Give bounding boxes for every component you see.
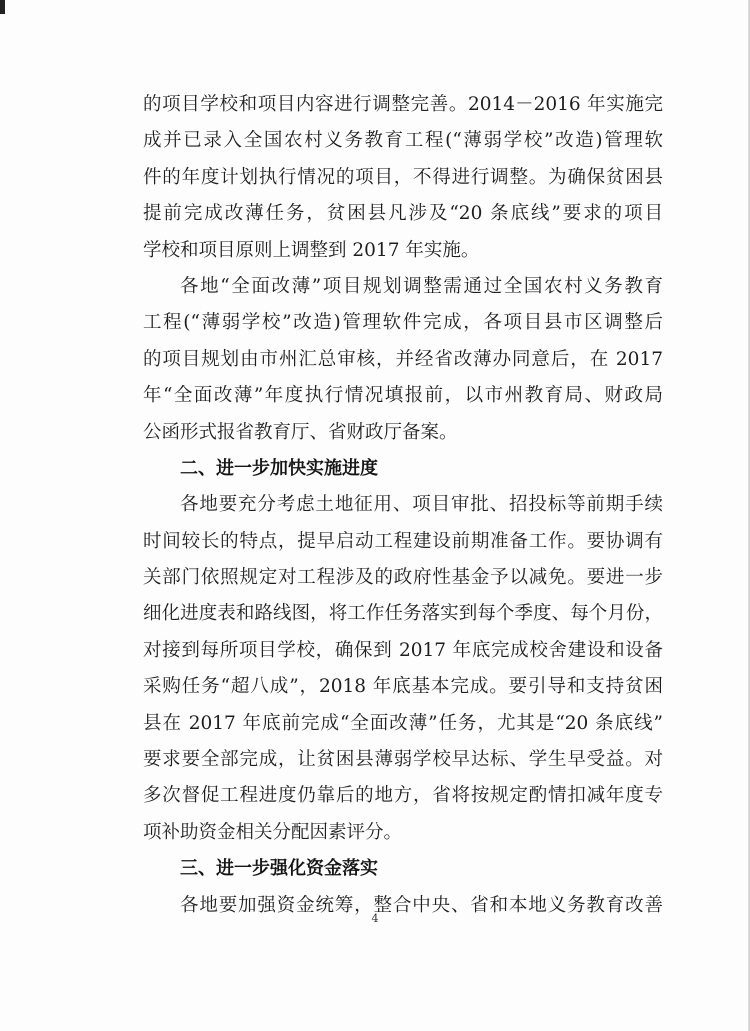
text-line: 细化进度表和路线图，将工作任务落实到每个季度、每个月份， xyxy=(143,603,663,625)
text-line: 各地要加强资金统筹，整合中央、省和本地义务教育改善 xyxy=(180,894,663,916)
text-line: 提前完成改薄任务，贫困县凡涉及“20 条底线”要求的项目 xyxy=(143,203,663,225)
text-line: 的项目规划由市州汇总审核，并经省改薄办同意后，在 2017 xyxy=(143,348,663,370)
paragraph xyxy=(143,87,663,269)
text-line: 年“全面改薄”年度执行情况填报前，以市州教育局、财政局 xyxy=(143,385,663,407)
scan-corner-mark xyxy=(0,0,5,14)
section-heading: 三、进一步强化资金落实 xyxy=(180,858,378,880)
text-line: 要求要全部完成，让贫困县薄弱学校早达标、学生早受益。对 xyxy=(143,749,663,771)
text-line: 对接到每所项目学校，确保到 2017 年底完成校舍建设和设备 xyxy=(143,639,663,661)
text-line: 件的年度计划执行情况的项目，不得进行调整。为确保贫困县 xyxy=(143,166,663,188)
section-heading: 二、进一步加快实施进度 xyxy=(180,457,378,479)
document-body xyxy=(143,87,663,924)
text-line: 时间较长的特点，提早启动工程建设前期准备工作。要协调有 xyxy=(143,530,663,552)
page-number: 4 xyxy=(371,912,379,925)
text-line: 多次督促工程进度仍靠后的地方，省将按规定酌情扣减年度专 xyxy=(143,785,663,807)
text-line: 关部门依照规定对工程涉及的政府性基金予以减免。要进一步 xyxy=(143,567,663,589)
text-line: 各地“全面改薄”项目规划调整需通过全国农村义务教育 xyxy=(180,275,663,297)
text-line: 采购任务“超八成”，2018 年底基本完成。要引导和支持贫困 xyxy=(143,676,663,698)
paragraph xyxy=(143,269,663,451)
text-line: 各地要充分考虑土地征用、项目审批、招投标等前期手续 xyxy=(180,494,663,516)
text-line: 公函形式报省教育厅、省财政厅备案。 xyxy=(143,421,458,443)
text-line: 学校和项目原则上调整到 2017 年实施。 xyxy=(143,239,480,261)
paragraph xyxy=(143,487,663,851)
text-line: 项补助资金相关分配因素评分。 xyxy=(143,821,403,843)
text-line: 的项目学校和项目内容进行调整完善。2014－2016 年实施完 xyxy=(143,94,663,115)
text-line: 成并已录入全国农村义务教育工程(“薄弱学校”改造)管理软 xyxy=(143,130,663,152)
text-line: 县在 2017 年底前完成“全面改薄”任务，尤其是“20 条底线” xyxy=(143,712,663,734)
text-line: 工程(“薄弱学校”改造)管理软件完成，各项目县市区调整后 xyxy=(143,312,663,334)
